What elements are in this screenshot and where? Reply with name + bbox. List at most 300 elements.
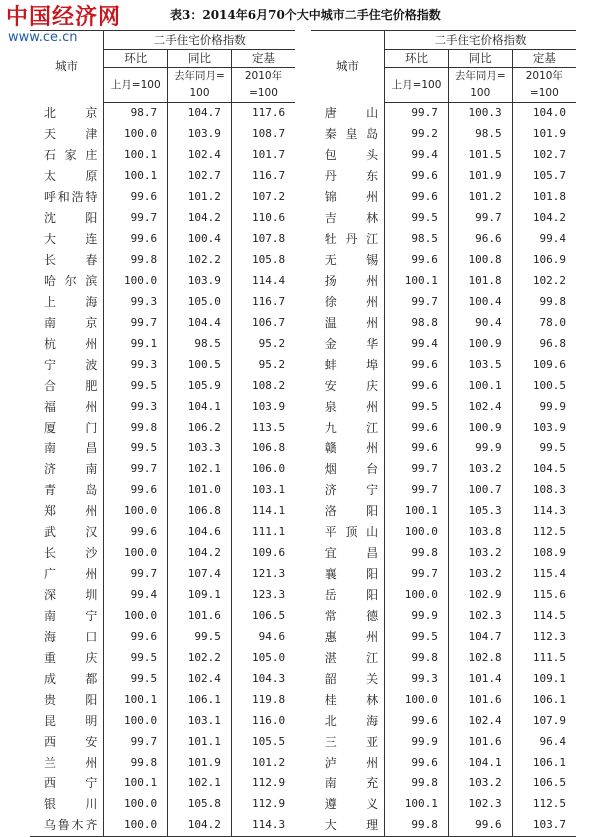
column-gap [295,291,311,312]
right-mom-cell: 100.0 [385,689,449,710]
left-fixed-cell: 111.1 [231,522,295,543]
right-city-cell: 温州 [324,315,379,330]
table-row [30,250,576,271]
right-city-cell: 无锡 [324,253,379,268]
left-mom-cell: 100.0 [104,501,168,522]
right-fixed-cell: 106.1 [512,752,576,773]
table-row [30,815,576,836]
left-mom-cell: 100.0 [104,710,168,731]
column-gap [295,271,311,292]
right-fixed-cell: 102.7 [512,145,576,166]
right-mom-cell: 99.9 [385,731,449,752]
right-city-cell: 惠州 [324,629,379,644]
column-gap [295,375,311,396]
left-mom-cell: 99.6 [104,626,168,647]
right-yoy-cell: 105.3 [448,501,512,522]
right-yoy-cell: 101.5 [448,145,512,166]
table-row [30,585,576,606]
table-row [30,375,576,396]
left-mom-cell: 99.3 [104,396,168,417]
right-mom-cell: 99.6 [385,752,449,773]
right-mom-cell: 99.8 [385,647,449,668]
right-fixed-cell: 99.4 [512,229,576,250]
left-city-cell: 西宁 [44,776,98,791]
column-gap [295,145,311,166]
left-fixed-cell: 114.3 [231,815,295,836]
column-gap [295,647,311,668]
table-row [30,647,576,668]
right-fixed-cell: 78.0 [512,312,576,333]
left-fixed-cell: 103.1 [231,480,295,501]
left-fixed-cell: 112.9 [231,773,295,794]
right-yoy-cell: 90.4 [448,312,512,333]
left-city-cell: 青岛 [44,483,98,498]
right-yoy-cell: 100.8 [448,250,512,271]
right-yoy-cell: 103.2 [448,543,512,564]
column-gap [295,166,311,187]
column-gap [295,124,311,145]
left-fixed-cell: 94.6 [231,626,295,647]
fixed-base-left: 2010年 =100 [231,68,295,103]
right-mom-cell: 99.3 [385,668,449,689]
right-city-cell: 湛江 [324,650,379,665]
right-city-cell: 泉州 [324,399,379,414]
left-yoy-cell: 107.4 [168,564,232,585]
right-mom-cell: 99.6 [385,375,449,396]
column-gap [295,459,311,480]
table-row [30,459,576,480]
fixed-header-left: 定基 [231,50,295,68]
right-mom-cell: 100.1 [385,794,449,815]
left-fixed-cell: 106.5 [231,606,295,627]
right-fixed-cell: 112.5 [512,794,576,815]
left-mom-cell: 99.5 [104,438,168,459]
yoy-base-left: 去年同月= 100 [168,68,232,103]
right-fixed-cell: 114.3 [512,501,576,522]
column-gap [295,208,311,229]
left-city-cell: 长春 [44,253,98,268]
left-mom-cell: 100.0 [104,124,168,145]
left-fixed-cell: 110.6 [231,208,295,229]
table-row [30,208,576,229]
left-fixed-cell: 116.7 [231,291,295,312]
right-fixed-cell: 104.2 [512,208,576,229]
right-city-cell: 扬州 [324,273,379,288]
right-yoy-cell: 102.8 [448,647,512,668]
left-fixed-cell: 106.7 [231,312,295,333]
left-city-cell: 重庆 [44,650,98,665]
column-gap [295,250,311,271]
column-gap [295,501,311,522]
left-city-cell: 济南 [44,462,98,477]
left-fixed-cell: 107.8 [231,229,295,250]
left-fixed-cell: 112.9 [231,794,295,815]
right-mom-cell: 99.5 [385,396,449,417]
left-yoy-cell: 105.0 [168,291,232,312]
right-fixed-cell: 96.8 [512,333,576,354]
right-yoy-cell: 104.1 [448,752,512,773]
left-yoy-cell: 104.2 [168,208,232,229]
group-header-left: 二手住宅价格指数 [104,31,295,50]
right-yoy-cell: 104.7 [448,626,512,647]
right-fixed-cell: 96.4 [512,731,576,752]
left-yoy-cell: 106.8 [168,501,232,522]
table-row [30,522,576,543]
right-city-cell: 赣州 [324,441,379,456]
right-fixed-cell: 106.9 [512,250,576,271]
right-fixed-cell: 100.5 [512,375,576,396]
left-yoy-cell: 102.2 [168,250,232,271]
left-city-cell: 昆明 [44,713,98,728]
left-fixed-cell: 107.2 [231,187,295,208]
left-mom-cell: 98.7 [104,103,168,124]
left-mom-cell: 99.7 [104,312,168,333]
left-city-cell: 海口 [44,629,98,644]
left-yoy-cell: 104.1 [168,396,232,417]
table-row [30,187,576,208]
right-mom-cell: 99.9 [385,606,449,627]
left-mom-cell: 99.3 [104,291,168,312]
mom-base-left: 上月=100 [104,68,168,103]
right-city-cell: 牡丹江 [324,232,379,247]
left-city-cell: 北京 [44,106,98,121]
left-yoy-cell: 101.0 [168,480,232,501]
table-row [30,794,576,815]
right-yoy-cell: 100.3 [448,103,512,124]
right-yoy-cell: 101.2 [448,187,512,208]
group-header-right: 二手住宅价格指数 [385,31,576,50]
column-gap [295,773,311,794]
right-fixed-cell: 106.5 [512,773,576,794]
right-fixed-cell: 99.5 [512,438,576,459]
right-mom-cell: 100.1 [385,501,449,522]
left-yoy-cell: 102.7 [168,166,232,187]
left-yoy-cell: 109.1 [168,585,232,606]
right-yoy-cell: 101.6 [448,689,512,710]
left-city-cell: 太原 [44,169,98,184]
right-fixed-cell: 103.9 [512,417,576,438]
left-yoy-cell: 104.7 [168,103,232,124]
table-row [30,417,576,438]
right-fixed-cell: 106.1 [512,689,576,710]
right-city-cell: 岳阳 [324,588,379,603]
left-yoy-cell: 106.1 [168,689,232,710]
left-mom-cell: 99.8 [104,250,168,271]
right-mom-cell: 99.7 [385,291,449,312]
right-mom-cell: 100.0 [385,522,449,543]
right-fixed-cell: 107.9 [512,710,576,731]
left-city-cell: 呼和浩特 [44,190,98,205]
right-yoy-cell: 103.2 [448,773,512,794]
table-row [30,271,576,292]
left-yoy-cell: 104.2 [168,543,232,564]
right-mom-cell: 99.6 [385,417,449,438]
column-gap [295,606,311,627]
right-yoy-cell: 103.2 [448,564,512,585]
left-fixed-cell: 119.8 [231,689,295,710]
left-city-cell: 西安 [44,734,98,749]
left-mom-cell: 99.7 [104,459,168,480]
right-yoy-cell: 101.9 [448,166,512,187]
right-yoy-cell: 102.3 [448,794,512,815]
mom-header-right: 环比 [385,50,449,68]
left-fixed-cell: 105.5 [231,731,295,752]
table-row [30,354,576,375]
column-gap [295,564,311,585]
right-city-cell: 韶关 [324,671,379,686]
table-row [30,773,576,794]
left-mom-cell: 100.1 [104,166,168,187]
table-row [30,501,576,522]
left-fixed-cell: 101.2 [231,752,295,773]
right-mom-cell: 99.6 [385,438,449,459]
left-fixed-cell: 108.2 [231,375,295,396]
left-yoy-cell: 102.2 [168,647,232,668]
table-row [30,291,576,312]
right-yoy-cell: 96.6 [448,229,512,250]
right-city-cell: 丹东 [324,169,379,184]
left-city-cell: 杭州 [44,336,98,351]
left-mom-cell: 99.6 [104,480,168,501]
right-fixed-cell: 102.2 [512,271,576,292]
left-yoy-cell: 105.9 [168,375,232,396]
table-row [30,752,576,773]
column-gap [295,585,311,606]
left-fixed-cell: 95.2 [231,354,295,375]
left-yoy-cell: 101.2 [168,187,232,208]
left-fixed-cell: 103.9 [231,396,295,417]
right-city-cell: 吉林 [324,211,379,226]
left-mom-cell: 99.5 [104,375,168,396]
left-city-cell: 广州 [44,567,98,582]
price-index-table [30,30,576,837]
logo-chinese: 中国经济网 [6,4,122,30]
right-fixed-cell: 101.9 [512,124,576,145]
left-city-cell: 成都 [44,671,98,686]
right-fixed-cell: 104.5 [512,459,576,480]
left-yoy-cell: 99.5 [168,626,232,647]
left-fixed-cell: 114.1 [231,501,295,522]
column-gap [295,103,311,124]
column-gap [295,752,311,773]
left-city-cell: 兰州 [44,755,98,770]
left-mom-cell: 99.7 [104,208,168,229]
right-city-cell: 泸州 [324,755,379,770]
mom-header-left: 环比 [104,50,168,68]
left-city-cell: 郑州 [44,504,98,519]
yoy-base-right: 去年同月= 100 [448,68,512,103]
yoy-header-right: 同比 [448,50,512,68]
left-mom-cell: 100.0 [104,543,168,564]
left-mom-cell: 99.4 [104,585,168,606]
left-city-cell: 上海 [44,294,98,309]
right-yoy-cell: 101.4 [448,668,512,689]
right-city-cell: 蚌埠 [324,357,379,372]
left-yoy-cell: 102.4 [168,145,232,166]
left-city-cell: 长沙 [44,546,98,561]
right-fixed-cell: 115.6 [512,585,576,606]
left-fixed-cell: 109.6 [231,543,295,564]
table-row [30,333,576,354]
right-mom-cell: 99.8 [385,815,449,836]
right-city-cell: 安庆 [324,378,379,393]
right-yoy-cell: 99.7 [448,208,512,229]
right-mom-cell: 98.8 [385,312,449,333]
left-mom-cell: 100.0 [104,815,168,836]
left-yoy-cell: 103.1 [168,710,232,731]
left-yoy-cell: 101.9 [168,752,232,773]
right-city-cell: 金华 [324,336,379,351]
left-yoy-cell: 100.4 [168,229,232,250]
right-yoy-cell: 103.8 [448,522,512,543]
left-fixed-cell: 95.2 [231,333,295,354]
table-row [30,480,576,501]
left-mom-cell: 99.6 [104,187,168,208]
right-fixed-cell: 115.4 [512,564,576,585]
right-mom-cell: 99.8 [385,543,449,564]
table-row [30,564,576,585]
left-mom-cell: 99.5 [104,647,168,668]
right-fixed-cell: 103.7 [512,815,576,836]
left-city-cell: 福州 [44,399,98,414]
column-gap [295,815,311,836]
table-row [30,606,576,627]
right-fixed-cell: 109.1 [512,668,576,689]
yoy-header-left: 同比 [168,50,232,68]
left-yoy-cell: 98.5 [168,333,232,354]
right-city-cell: 济宁 [324,483,379,498]
left-yoy-cell: 101.6 [168,606,232,627]
left-yoy-cell: 104.4 [168,312,232,333]
left-city-cell: 武汉 [44,525,98,540]
left-fixed-cell: 116.7 [231,166,295,187]
right-fixed-cell: 105.7 [512,166,576,187]
right-city-cell: 烟台 [324,462,379,477]
right-mom-cell: 99.6 [385,354,449,375]
table-row [30,124,576,145]
column-gap [295,794,311,815]
fixed-base-right: 2010年 =100 [512,68,576,103]
left-fixed-cell: 104.3 [231,668,295,689]
left-yoy-cell: 102.4 [168,668,232,689]
right-yoy-cell: 100.1 [448,375,512,396]
right-city-cell: 三亚 [324,734,379,749]
right-yoy-cell: 102.9 [448,585,512,606]
right-yoy-cell: 102.3 [448,606,512,627]
right-mom-cell: 100.0 [385,585,449,606]
right-fixed-cell: 109.6 [512,354,576,375]
right-mom-cell: 99.5 [385,208,449,229]
left-mom-cell: 100.1 [104,773,168,794]
right-yoy-cell: 100.7 [448,480,512,501]
right-fixed-cell: 104.0 [512,103,576,124]
table-row [30,668,576,689]
right-city-cell: 常德 [324,608,379,623]
column-gap [295,333,311,354]
right-city-cell: 徐州 [324,294,379,309]
right-yoy-cell: 100.9 [448,333,512,354]
table-row [30,689,576,710]
right-fixed-cell: 112.5 [512,522,576,543]
left-yoy-cell: 102.1 [168,459,232,480]
right-fixed-cell: 112.3 [512,626,576,647]
left-city-cell: 南宁 [44,608,98,623]
left-fixed-cell: 108.7 [231,124,295,145]
left-city-cell: 哈尔滨 [44,273,98,288]
left-mom-cell: 99.8 [104,417,168,438]
right-city-cell: 平顶山 [324,525,379,540]
right-city-cell: 唐山 [324,106,379,121]
column-gap [295,354,311,375]
left-mom-cell: 99.6 [104,522,168,543]
right-fixed-cell: 99.9 [512,396,576,417]
left-fixed-cell: 113.5 [231,417,295,438]
left-city-cell: 石家庄 [44,148,98,163]
logo-url: www.ce.cn [8,30,78,45]
right-mom-cell: 99.7 [385,459,449,480]
left-mom-cell: 99.8 [104,752,168,773]
city-header-right: 城市 [311,31,385,103]
left-mom-cell: 100.0 [104,271,168,292]
left-city-cell: 深圳 [44,588,98,603]
table-row [30,438,576,459]
table-title: 表3：2014年6月70个大中城市二手住宅价格指数 [170,8,441,22]
left-yoy-cell: 102.1 [168,773,232,794]
left-city-cell: 南昌 [44,441,98,456]
right-city-cell: 襄阳 [324,567,379,582]
right-yoy-cell: 98.5 [448,124,512,145]
right-yoy-cell: 103.2 [448,459,512,480]
right-mom-cell: 99.2 [385,124,449,145]
right-yoy-cell: 100.9 [448,417,512,438]
right-mom-cell: 99.4 [385,333,449,354]
right-yoy-cell: 100.4 [448,291,512,312]
left-city-cell: 大连 [44,232,98,247]
right-city-cell: 桂林 [324,692,379,707]
left-fixed-cell: 105.0 [231,647,295,668]
left-yoy-cell: 104.6 [168,522,232,543]
left-mom-cell: 99.7 [104,564,168,585]
column-gap [295,438,311,459]
column-gap [295,668,311,689]
left-fixed-cell: 114.4 [231,271,295,292]
left-fixed-cell: 121.3 [231,564,295,585]
right-mom-cell: 99.6 [385,250,449,271]
left-city-cell: 合肥 [44,378,98,393]
column-gap [295,312,311,333]
left-city-cell: 天津 [44,127,98,142]
right-mom-cell: 99.7 [385,564,449,585]
left-yoy-cell: 103.9 [168,271,232,292]
right-yoy-cell: 101.6 [448,731,512,752]
table-row [30,166,576,187]
left-mom-cell: 99.6 [104,229,168,250]
right-mom-cell: 99.4 [385,145,449,166]
table-row [30,229,576,250]
right-city-cell: 北海 [324,713,379,728]
right-city-cell: 南充 [324,776,379,791]
table-row [30,312,576,333]
left-fixed-cell: 101.7 [231,145,295,166]
column-gap [295,187,311,208]
left-yoy-cell: 105.8 [168,794,232,815]
right-city-cell: 宜昌 [324,546,379,561]
left-city-cell: 沈阳 [44,211,98,226]
right-yoy-cell: 102.4 [448,710,512,731]
right-city-cell: 包头 [324,148,379,163]
right-yoy-cell: 102.4 [448,396,512,417]
left-fixed-cell: 117.6 [231,103,295,124]
